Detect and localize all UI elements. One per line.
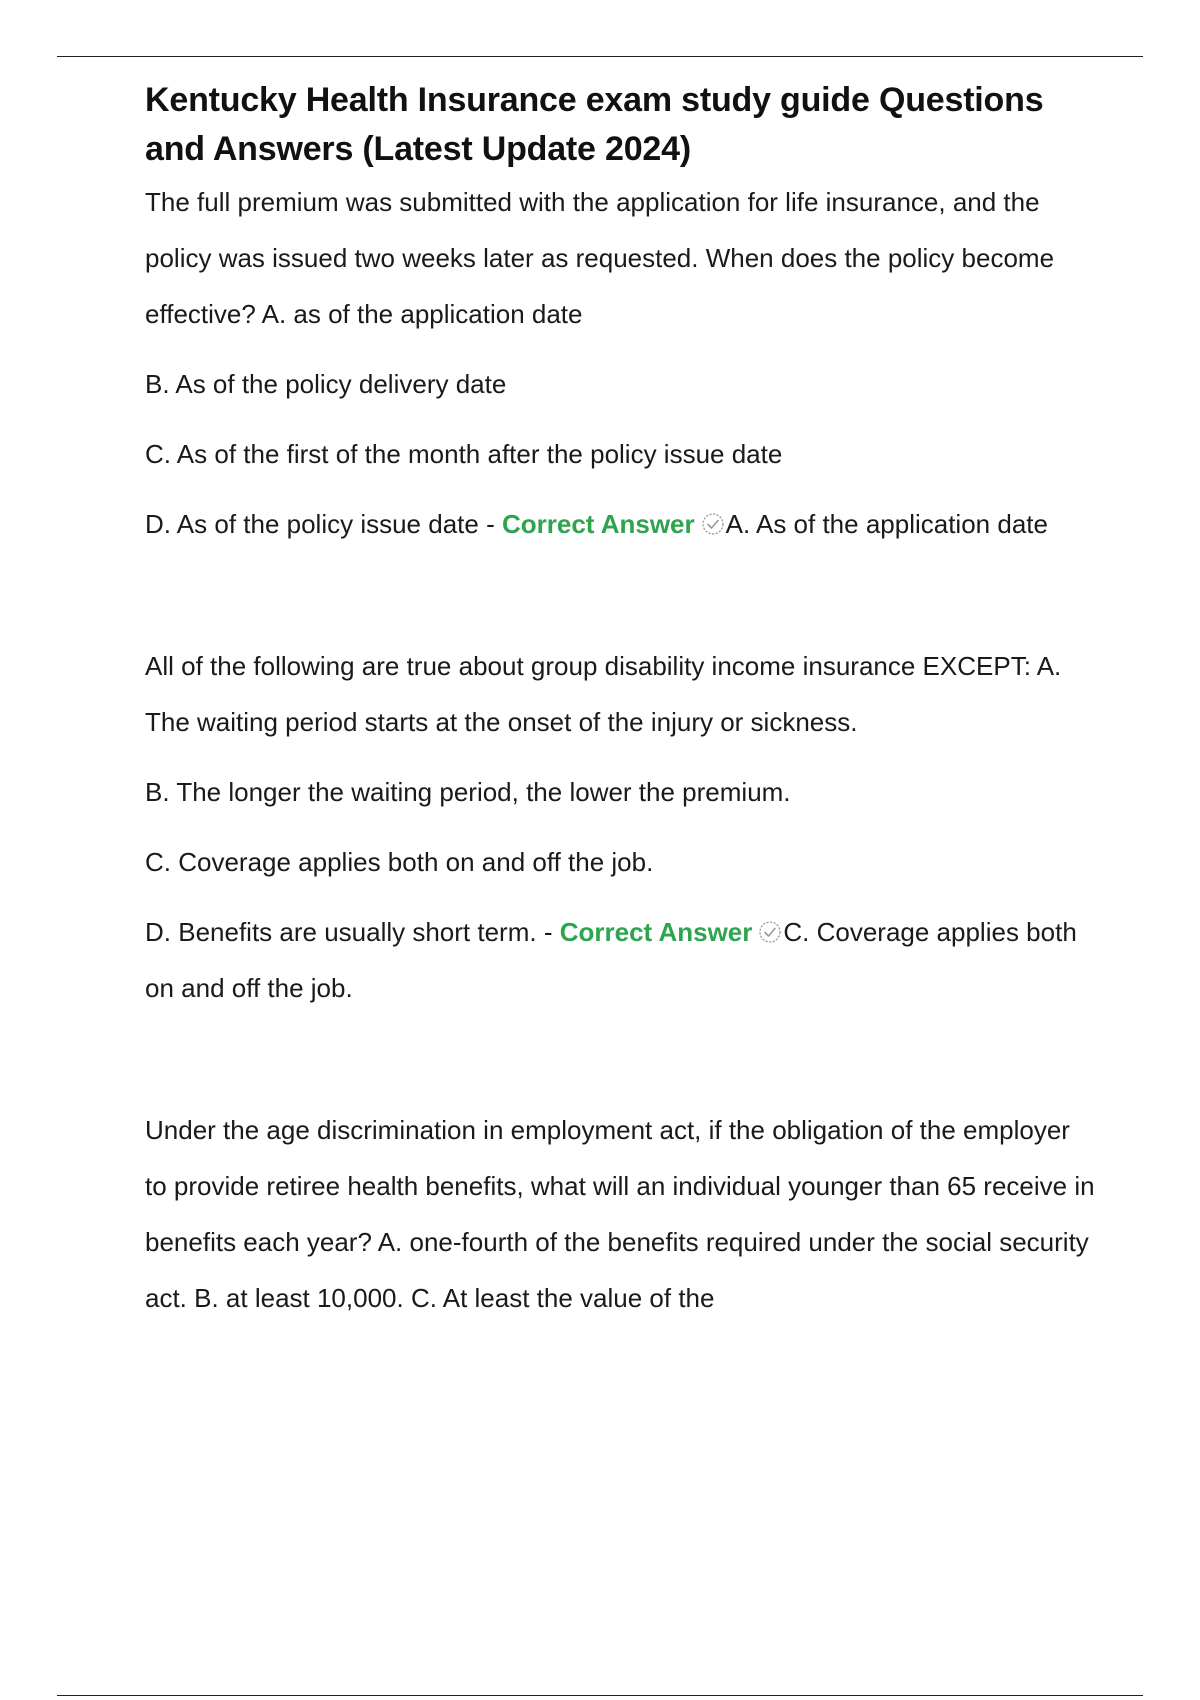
question-1-option-d-text: D. As of the policy issue date - [145,509,502,539]
question-2-option-c: C. Coverage applies both on and off the job. [145,847,654,877]
question-1 [145,174,1095,552]
correct-answer-label: Correct Answer [501,509,695,539]
check-badge-icon [701,512,725,536]
question-1-stem: The full premium was submitted with the application for life insurance, and the policy was issued two weeks later as requested. When does the policy become effective? A. as of the application date [145,187,1055,329]
question-3-stem: Under the age discrimination in employment act, if the obligation of the employer to provide retiree health benefits, what will an individual younger than 65 receive in benefits each year? A. one-fourth of the benefits required under the social security act. B. at least 10,000. C. At least the value of the [145,1115,1095,1313]
question-2-answer: C. Coverage applies both on and off the job. [145,917,1077,1003]
question-1-option-c: C. As of the first of the month after the policy issue date [145,439,783,469]
question-3 [145,1102,1095,1326]
page-content [145,76,1095,1326]
question-2-option-d [145,904,1095,1016]
question-1-answer: A. As of the application date [725,509,1048,539]
bottom-rule [57,1695,1143,1696]
question-1-option-d [145,496,1095,552]
check-badge-icon [758,920,782,944]
top-rule [57,56,1143,57]
question-2-option-d-text: D. Benefits are usually short term. - [145,917,560,947]
question-2-stem: All of the following are true about group disability income insurance EXCEPT: A. The waiting period starts at the onset of the injury or sickness. [145,651,1062,737]
document-title: Kentucky Health Insurance exam study guide Questions and Answers (Latest Update 2024) [145,81,1044,168]
question-1-option-b: B. As of the policy delivery date [145,369,507,399]
question-2-option-b: B. The longer the waiting period, the lower the premium. [145,777,791,807]
correct-answer-label: Correct Answer [559,917,753,947]
question-2 [145,638,1095,1016]
